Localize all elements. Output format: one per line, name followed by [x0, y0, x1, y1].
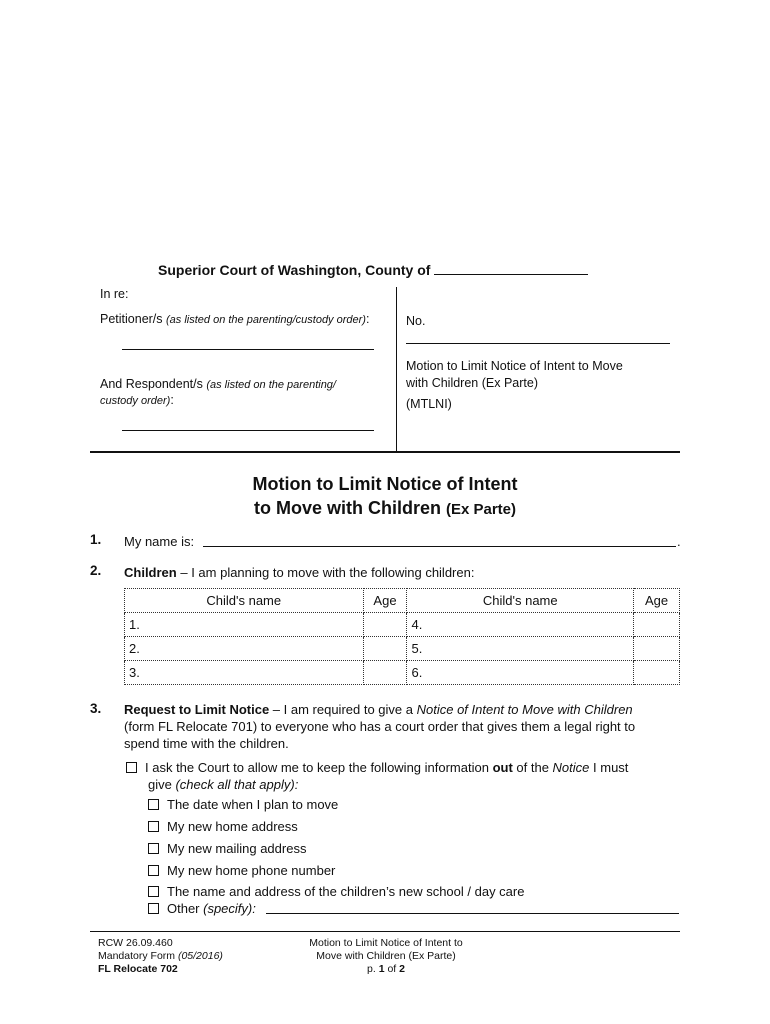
request-text-a: – I am required to give a [269, 702, 417, 717]
document-title-main: to Move with Children [253, 498, 441, 518]
petitioner-label-text: Petitioner/s [100, 312, 163, 326]
option-checkbox[interactable] [148, 821, 159, 832]
option-label: The date when I plan to move [167, 797, 339, 812]
option-label: My new mailing address [167, 841, 307, 856]
ask-text-bold: out [492, 760, 513, 775]
name-label: My name is: [124, 534, 195, 549]
request-heading-bold: Request to Limit Notice [124, 702, 270, 717]
option-other [148, 900, 256, 917]
footer-mandatory-date: (05/2016) [177, 950, 223, 962]
respondent-colon: : [170, 393, 174, 407]
petitioner-name-line[interactable] [122, 349, 374, 350]
document-title [0, 472, 770, 522]
ask-court-option [126, 759, 628, 776]
footer-rule [90, 931, 680, 932]
header-age-2: Age [634, 589, 680, 613]
children-heading [124, 564, 474, 581]
child-age-cell[interactable] [634, 613, 680, 637]
child-name-cell[interactable]: 6. [407, 661, 634, 685]
child-age-cell[interactable] [363, 637, 407, 661]
option-home-address [148, 818, 298, 835]
footer-page-num: 1 [378, 963, 385, 975]
case-number-line[interactable] [406, 343, 670, 344]
respondent-label [100, 377, 336, 391]
child-age-cell[interactable] [363, 613, 407, 637]
court-heading [158, 261, 588, 278]
children-table [124, 588, 680, 685]
ask-text-a: I ask the Court to allow me to keep the following information [145, 760, 493, 775]
child-name-cell[interactable]: 2. [125, 637, 364, 661]
ask-text-b: of the [512, 760, 553, 775]
ask-text-c: I must [589, 760, 629, 775]
ask-line2-italic: (check all that apply): [175, 777, 299, 792]
option-checkbox[interactable] [148, 886, 159, 897]
option-mailing-address [148, 840, 306, 857]
table-row [125, 613, 680, 637]
footer-mandatory-text: Mandatory Form [98, 950, 178, 962]
children-heading-bold: Children [124, 565, 177, 580]
option-school [148, 883, 524, 900]
respondent-note-1: (as listed on the parenting/ [206, 379, 336, 391]
child-name-cell[interactable]: 3. [125, 661, 364, 685]
header-age-1: Age [363, 589, 407, 613]
footer-mandatory [98, 950, 223, 963]
footer-form-id: FL Relocate 702 [98, 963, 178, 975]
footer-rcw: RCW 26.09.460 [98, 937, 173, 949]
respondent-note-2: custody order) [100, 395, 171, 407]
children-table-header [125, 589, 680, 613]
footer-page-total: 2 [399, 963, 405, 975]
option-move-date [148, 796, 338, 813]
request-line-1 [124, 701, 633, 718]
footer-center [286, 937, 486, 976]
other-label: Other [167, 901, 204, 916]
document-title-line1: Motion to Limit Notice of Intent [252, 474, 518, 494]
child-age-cell[interactable] [634, 661, 680, 685]
in-re-label: In re: [100, 287, 129, 301]
child-age-cell[interactable] [363, 661, 407, 685]
option-label: My new home address [167, 819, 298, 834]
caption-divider [396, 287, 397, 452]
document-title-sub: (Ex Parte) [445, 501, 517, 518]
caption-bottom-rule [90, 451, 680, 453]
court-heading-text: Superior Court of Washington, County of [158, 262, 431, 278]
ask-text-italic: Notice [552, 760, 590, 775]
respondent-label-text: And Respondent/s [100, 377, 203, 391]
caption-doc-title-1: Motion to Limit Notice of Intent to Move [406, 359, 623, 373]
caption-doc-code: (MTLNI) [406, 397, 452, 411]
request-line-2: (form FL Relocate 701) to everyone who has a court order that gives them a legal right to [124, 719, 636, 734]
request-line-3: spend time with the children. [124, 736, 289, 751]
ask-line2-text: give [148, 777, 176, 792]
header-childs-name-1: Child's name [125, 589, 364, 613]
child-name-cell[interactable]: 1. [125, 613, 364, 637]
ask-court-line-2 [148, 776, 298, 793]
child-name-cell[interactable]: 4. [407, 613, 634, 637]
option-checkbox[interactable] [148, 799, 159, 810]
footer-page-b: of [384, 963, 400, 975]
county-blank[interactable] [434, 261, 588, 275]
respondent-name-line[interactable] [122, 430, 374, 431]
respondent-label-cont [100, 393, 174, 407]
petitioner-note: (as listed on the parenting/custody order) [166, 314, 366, 326]
footer-left [98, 937, 223, 976]
table-row [125, 661, 680, 685]
name-input-line[interactable] [203, 546, 676, 547]
petitioner-colon: : [365, 312, 370, 326]
section-2-number: 2. [90, 563, 102, 578]
petitioner-label [100, 312, 369, 326]
option-checkbox[interactable] [148, 865, 159, 876]
footer-center-1: Motion to Limit Notice of Intent to [309, 937, 463, 949]
option-label: The name and address of the children’s new school / day care [167, 884, 525, 899]
case-number-label: No. [406, 314, 426, 328]
request-text-italic: Notice of Intent to Move with Children [416, 702, 633, 717]
footer-page [286, 963, 486, 976]
other-specify-line[interactable] [266, 913, 679, 914]
option-phone-number [148, 862, 335, 879]
section-1-number: 1. [90, 532, 102, 547]
footer-page-a: p. [367, 963, 379, 975]
document-title-line2 [0, 496, 770, 522]
ask-court-checkbox[interactable] [126, 762, 137, 773]
section-3-number: 3. [90, 701, 102, 716]
name-period: . [677, 534, 681, 549]
footer-center-2: Move with Children (Ex Parte) [316, 950, 456, 962]
option-label: My new home phone number [167, 863, 336, 878]
header-childs-name-2: Child's name [407, 589, 634, 613]
child-age-cell[interactable] [634, 637, 680, 661]
option-checkbox[interactable] [148, 843, 159, 854]
table-row [125, 637, 680, 661]
children-heading-text: – I am planning to move with the following children: [176, 565, 475, 580]
caption-doc-title-2: with Children (Ex Parte) [406, 376, 538, 390]
child-name-cell[interactable]: 5. [407, 637, 634, 661]
other-specify: (specify): [203, 901, 256, 916]
option-checkbox[interactable] [148, 903, 159, 914]
